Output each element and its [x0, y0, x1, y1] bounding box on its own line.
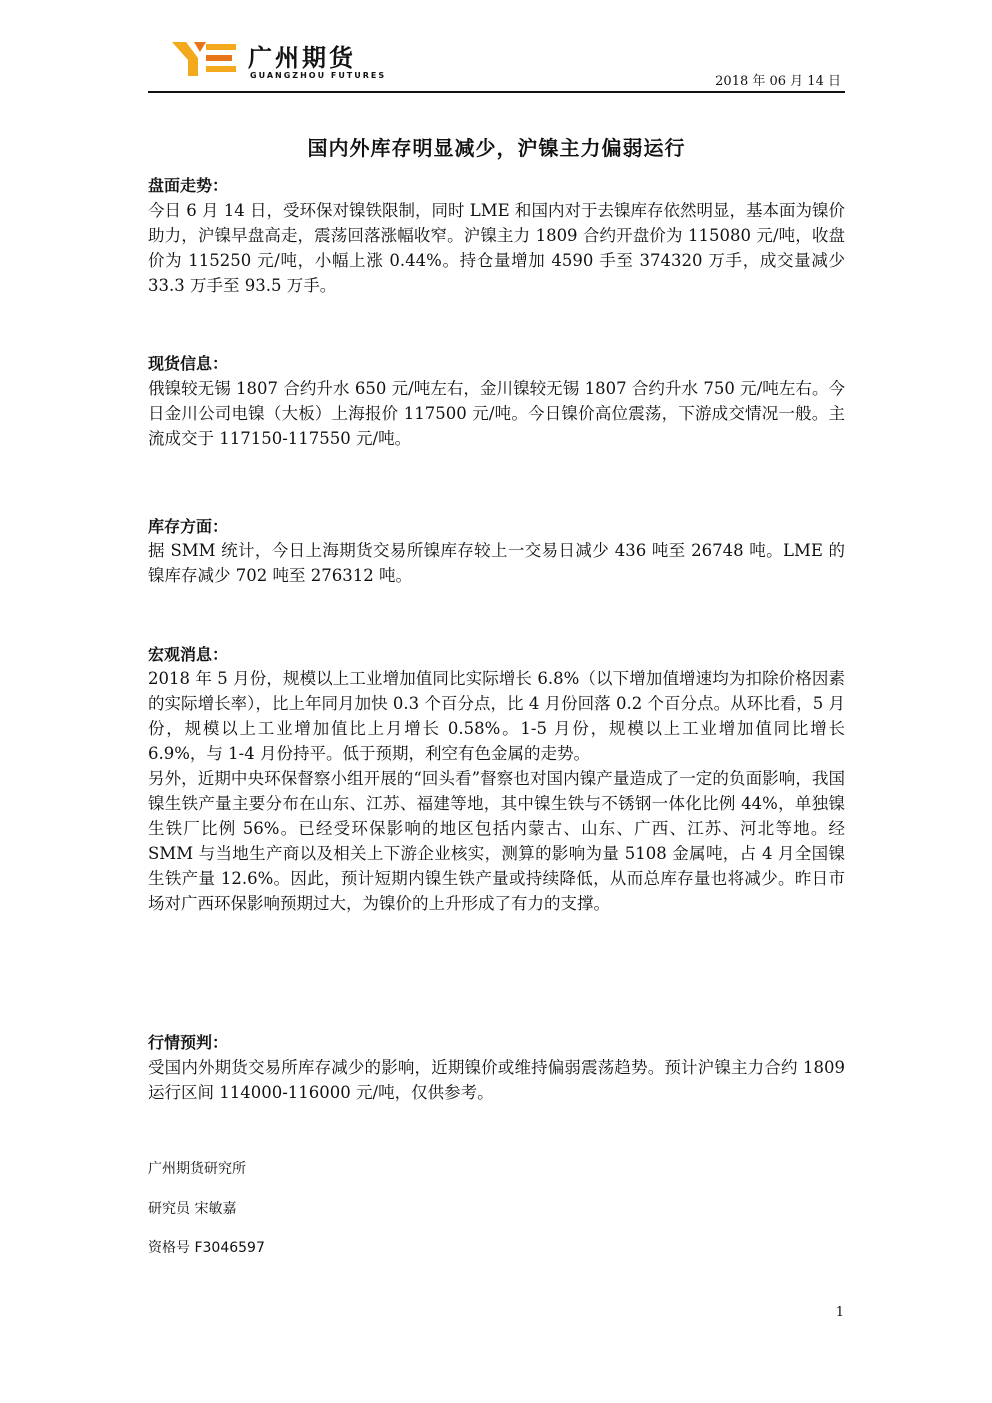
section-heading-inventory: 库存方面：	[148, 517, 229, 536]
report-date: 2018 年 06 月 14 日	[715, 74, 841, 89]
page-header	[148, 30, 845, 94]
paragraph: 俄镍较无锡 1807 合约升水 650 元/吨左右，金川镍较无锡 1807 合约升水 750 元/吨左右。今日金川公司电镍（大板）上海报价 117500 元/吨。今日镍价高位震荡，下游成交情况一般。主流成交于 117150-117550 元/吨。	[148, 379, 845, 448]
section-heading-spot: 现货信息：	[148, 354, 229, 373]
section-body-macro	[148, 666, 845, 916]
researcher-name: 研究员 宋敏嘉	[148, 1201, 237, 1217]
company-name-cn: 广州期货	[248, 44, 356, 72]
header-divider	[148, 91, 845, 93]
company-logo	[172, 38, 402, 88]
section-body-outlook	[148, 1055, 845, 1105]
section-heading-market: 盘面走势：	[148, 176, 229, 195]
paragraph: 据 SMM 统计，今日上海期货交易所镍库存较上一交易日减少 436 吨至 26748 吨。LME 的镍库存减少 702 吨至 276312 吨。	[148, 541, 845, 585]
section-heading-macro: 宏观消息：	[148, 645, 229, 664]
paragraph: 今日 6 月 14 日，受环保对镍铁限制，同时 LME 和国内对于去镍库存依然明显，基本面为镍价助力，沪镍早盘高走，震荡回落涨幅收窄。沪镍主力 1809 合约开盘价为 115080 元/吨，收盘价为 115250 元/吨，小幅上涨 0.44%。持仓量增加 4590 手至 374320 万手，成交量减少 33.3 万手至 93.5 万手。	[148, 201, 845, 295]
report-title: 国内外库存明显减少，沪镍主力偏弱运行	[307, 136, 686, 160]
institute-name: 广州期货研究所	[148, 1161, 246, 1177]
paragraph: 2018 年 5 月份，规模以上工业增加值同比实际增长 6.8%（以下增加值增速均为扣除价格因素的实际增长率），比上年同月加快 0.3 个百分点，比 4 月份回落 0.2 个百分点。从环比看，5 月份，规模以上工业增加值比上月增长 0.58%。1-5 月份，规模以上工业增加值同比增长 6.9%，与 1-4 月份持平。低于预期，利空有色金属的走势。	[148, 669, 845, 763]
page-number: 1	[835, 1305, 844, 1320]
company-name-en: GUANGZHOU FUTURES	[250, 71, 387, 80]
paragraph: 另外，近期中央环保督察小组开展的“回头看”督察也对国内镍产量造成了一定的负面影响，我国镍生铁产量主要分布在山东、江苏、福建等地，其中镍生铁与不锈钢一体化比例 44%，单独镍生铁厂比例 56%。已经受环保影响的地区包括内蒙古、山东、广西、江苏、河北等地。经 SMM 与当地生产商以及相关上下游企业核实，测算的影响为量 5108 金属吨，占 4 月全国镍生铁产量 12.6%。因此，预计短期内镍生铁产量或持续降低，从而总库存量也将减少。昨日市场对广西环保影响预期过大，为镍价的上升形成了有力的支撑。	[148, 769, 845, 913]
company-logo-icon	[172, 38, 242, 78]
section-heading-outlook: 行情预判：	[148, 1033, 229, 1052]
paragraph: 受国内外期货交易所库存减少的影响，近期镍价或维持偏弱震荡趋势。预计沪镍主力合约 1809 运行区间 114000-116000 元/吨，仅供参考。	[148, 1058, 845, 1102]
section-body-spot	[148, 376, 845, 451]
section-body-inventory	[148, 538, 845, 588]
license-number: 资格号 F3046597	[148, 1240, 265, 1256]
section-body-market	[148, 198, 845, 298]
